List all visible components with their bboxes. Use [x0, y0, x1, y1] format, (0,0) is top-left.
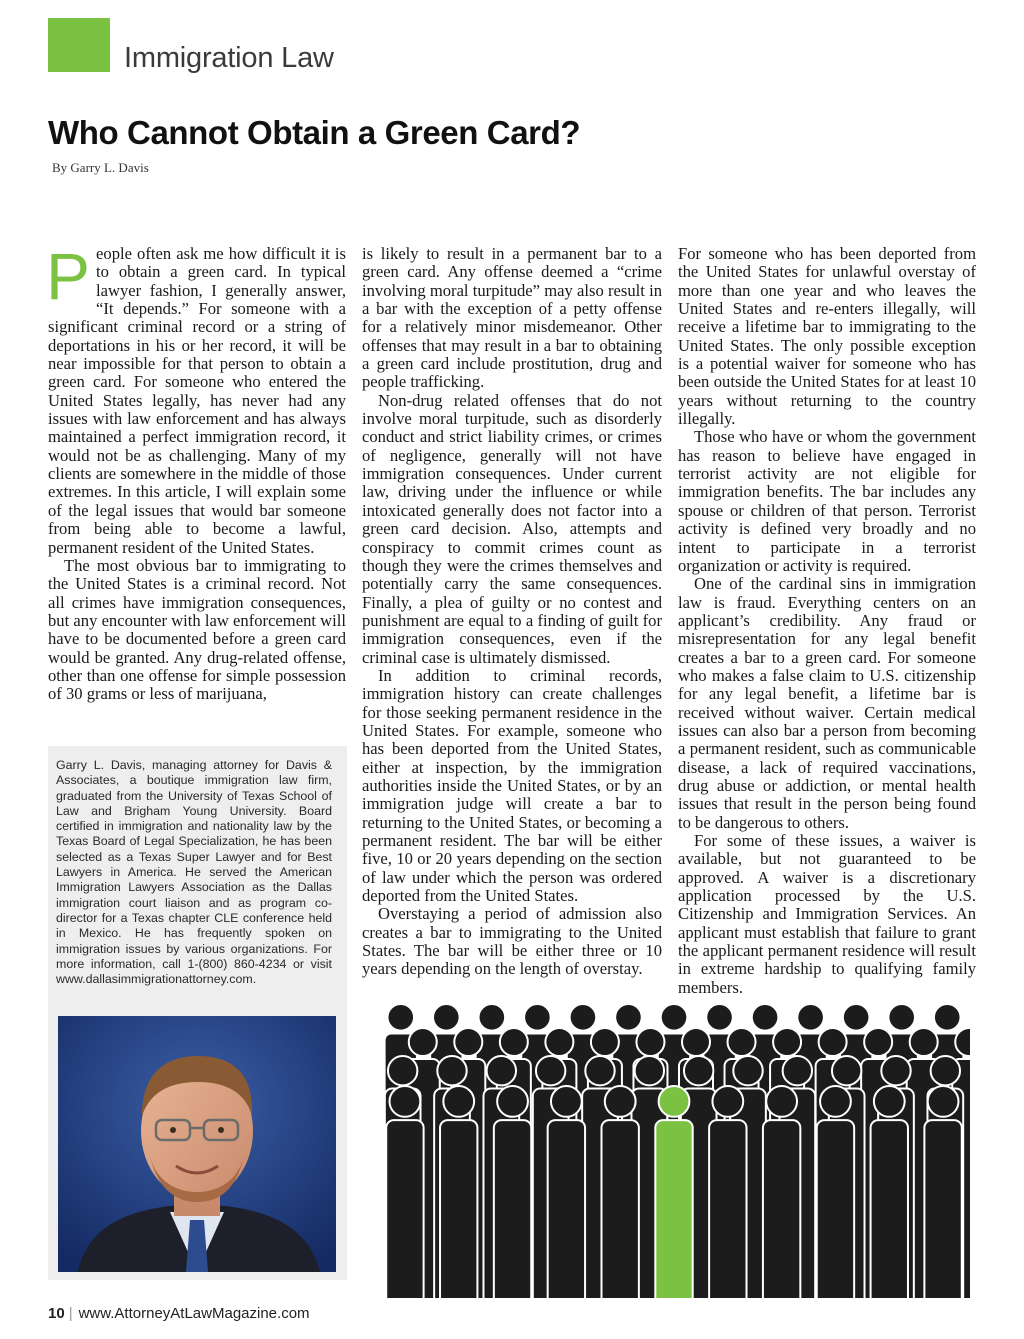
page-number: 10	[48, 1305, 65, 1322]
author-bio-text: Garry L. Davis, managing attorney for Davis & Associates, a boutique immigration law firm, graduated from the University of Texas School of Law and Brigham Young University. Board certified in immigration and nationality law by the Texas Board of Legal Specialization, he has been selected as a Texas Super Lawyer and for Best Lawyers in America. He served the American Immigration Lawyers Association as the Dallas immigration court liaison and as program co-director for a Texas chapter CLE conference held in Mexico. He has frequently spoken on immigration issues by various organizations. For more information, call 1-(800) 860-4234 or visit www.dallasimmigrationattorney.com.	[56, 758, 332, 987]
article-paragraph: For someone who has been deported from the United States for unlawful overstay of more than one year and who leaves the United States and re-enters illegally, will receive a lifetime bar to immigrating to the United States. The only possible exception is a potential waiver for someone who has been outside the United States for at least 10 years without returning to the country illegally.	[678, 244, 976, 429]
article-headline: Who Cannot Obtain a Green Card?	[48, 114, 581, 151]
article-column-3	[678, 245, 976, 997]
article-paragraph: People often ask me how difficult it is to obtain a green card. In typical lawyer fashion, I generally answer, “It depends.” For someone with a significant criminal record or a string of deportations in his or her record, it will be near impossible for that person to obtain a green card. For someone who entered the United States legally, has never had any issues with law enforcement and has always maintained a perfect immigration record, it would not be as challenging. Many of my clients are somewhere in the middle of those extremes. In this article, I will explain some of the legal issues that would bar someone from being able to become a lawful, permanent resident of the United States.	[46, 239, 346, 557]
section-color-marker	[48, 18, 110, 72]
article-byline: By Garry L. Davis	[52, 160, 149, 175]
article-column-2	[362, 245, 662, 979]
section-title: Immigration Law	[124, 42, 334, 74]
author-photo	[58, 1016, 336, 1272]
footer-divider: |	[68, 1305, 73, 1322]
article-paragraph: Non-drug related offenses that do not involve moral turpitude, such as disorderly conduct and strict liability crimes, or crimes of negligence, generally will not have immigration consequences. Under current law, driving under the influence or while intoxicated generally does not factor into a green card decision. Also, attempts and conspiracy to commit crimes count as though they were the crimes themselves and potentially carry the same consequences. Finally, a plea of guilty or no contest and punishment are equal to a finding of guilt for immigration consequences, even if the criminal case is ultimately dismissed.	[362, 390, 662, 667]
article-paragraph: Overstaying a period of admission also creates a bar to immigrating to the United States. The bar will be either three or 10 years depending on the length of overstay.	[362, 904, 662, 979]
article-paragraph: In addition to criminal records, immigration history can create challenges for those seeking permanent residence in the United States. For example, someone who has been deported from the United States, either at inspection, by the immigration authorities inside the United States, or by an immigration judge will create a bar to returning to the United States, or becoming a permanent resident. The bar will be either five, 10 or 20 years depending on the section of law under which the person was ordered deported from the United States.	[362, 665, 662, 906]
magazine-website-link[interactable]: www.AttorneyAtLawMagazine.com	[78, 1305, 310, 1322]
article-column-1	[46, 239, 346, 704]
article-paragraph: The most obvious bar to immigrating to the United States is a criminal record. Not all crimes have immigration consequences, but any encounter with law enforcement will have to be documented before a green card would be granted. Any drug-related offense, other than one offense for simple possession of 30 grams or less of marijuana,	[48, 555, 346, 704]
drop-cap: P	[46, 239, 91, 313]
page-footer	[48, 1305, 310, 1322]
article-paragraph: For some of these issues, a waiver is available, but not guaranteed to be approved. A waiver is a discretionary application processed by the U.S. Citizenship and Immigration Services. An applicant must establish that failure to grant the applicant permanent residence will result in extreme hardship to qualifying family members.	[678, 831, 976, 997]
author-bio-box	[48, 746, 347, 1280]
article-paragraph: One of the cardinal sins in immigration law is fraud. Everything centers on an applicant’s credibility. Any fraud or misrepresentation for any legal benefit creates a bar to a green card. For someone who makes a false claim to U.S. citizenship for any legal benefit, a lifetime bar is received without waiver. Certain medical issues can also bar a person from becoming a permanent resident, such as communicable disease, a lack of required vaccinations, drug abuse or addiction, or mental health issues that result in the person being found to be dangerous to others.	[678, 574, 976, 832]
article-paragraph: Those who have or whom the government has reason to believe have engaged in terrorist activity are not eligible for immigration benefits. The bar includes any spouse or children of that person. Terrorist activity is defined very broadly and no intent to participate in a terrorist organization or activity is required.	[678, 427, 976, 575]
article-paragraph: is likely to result in a permanent bar to a green card. Any offense deemed a “crime involving moral turpitude” may also result in a bar with the exception of a petty offense for a relatively minor misdemeanor. Other offenses that may result in a bar to obtaining a green card include prostitution, drug and people trafficking.	[362, 244, 662, 392]
crowd-of-people-icon	[378, 998, 970, 1298]
